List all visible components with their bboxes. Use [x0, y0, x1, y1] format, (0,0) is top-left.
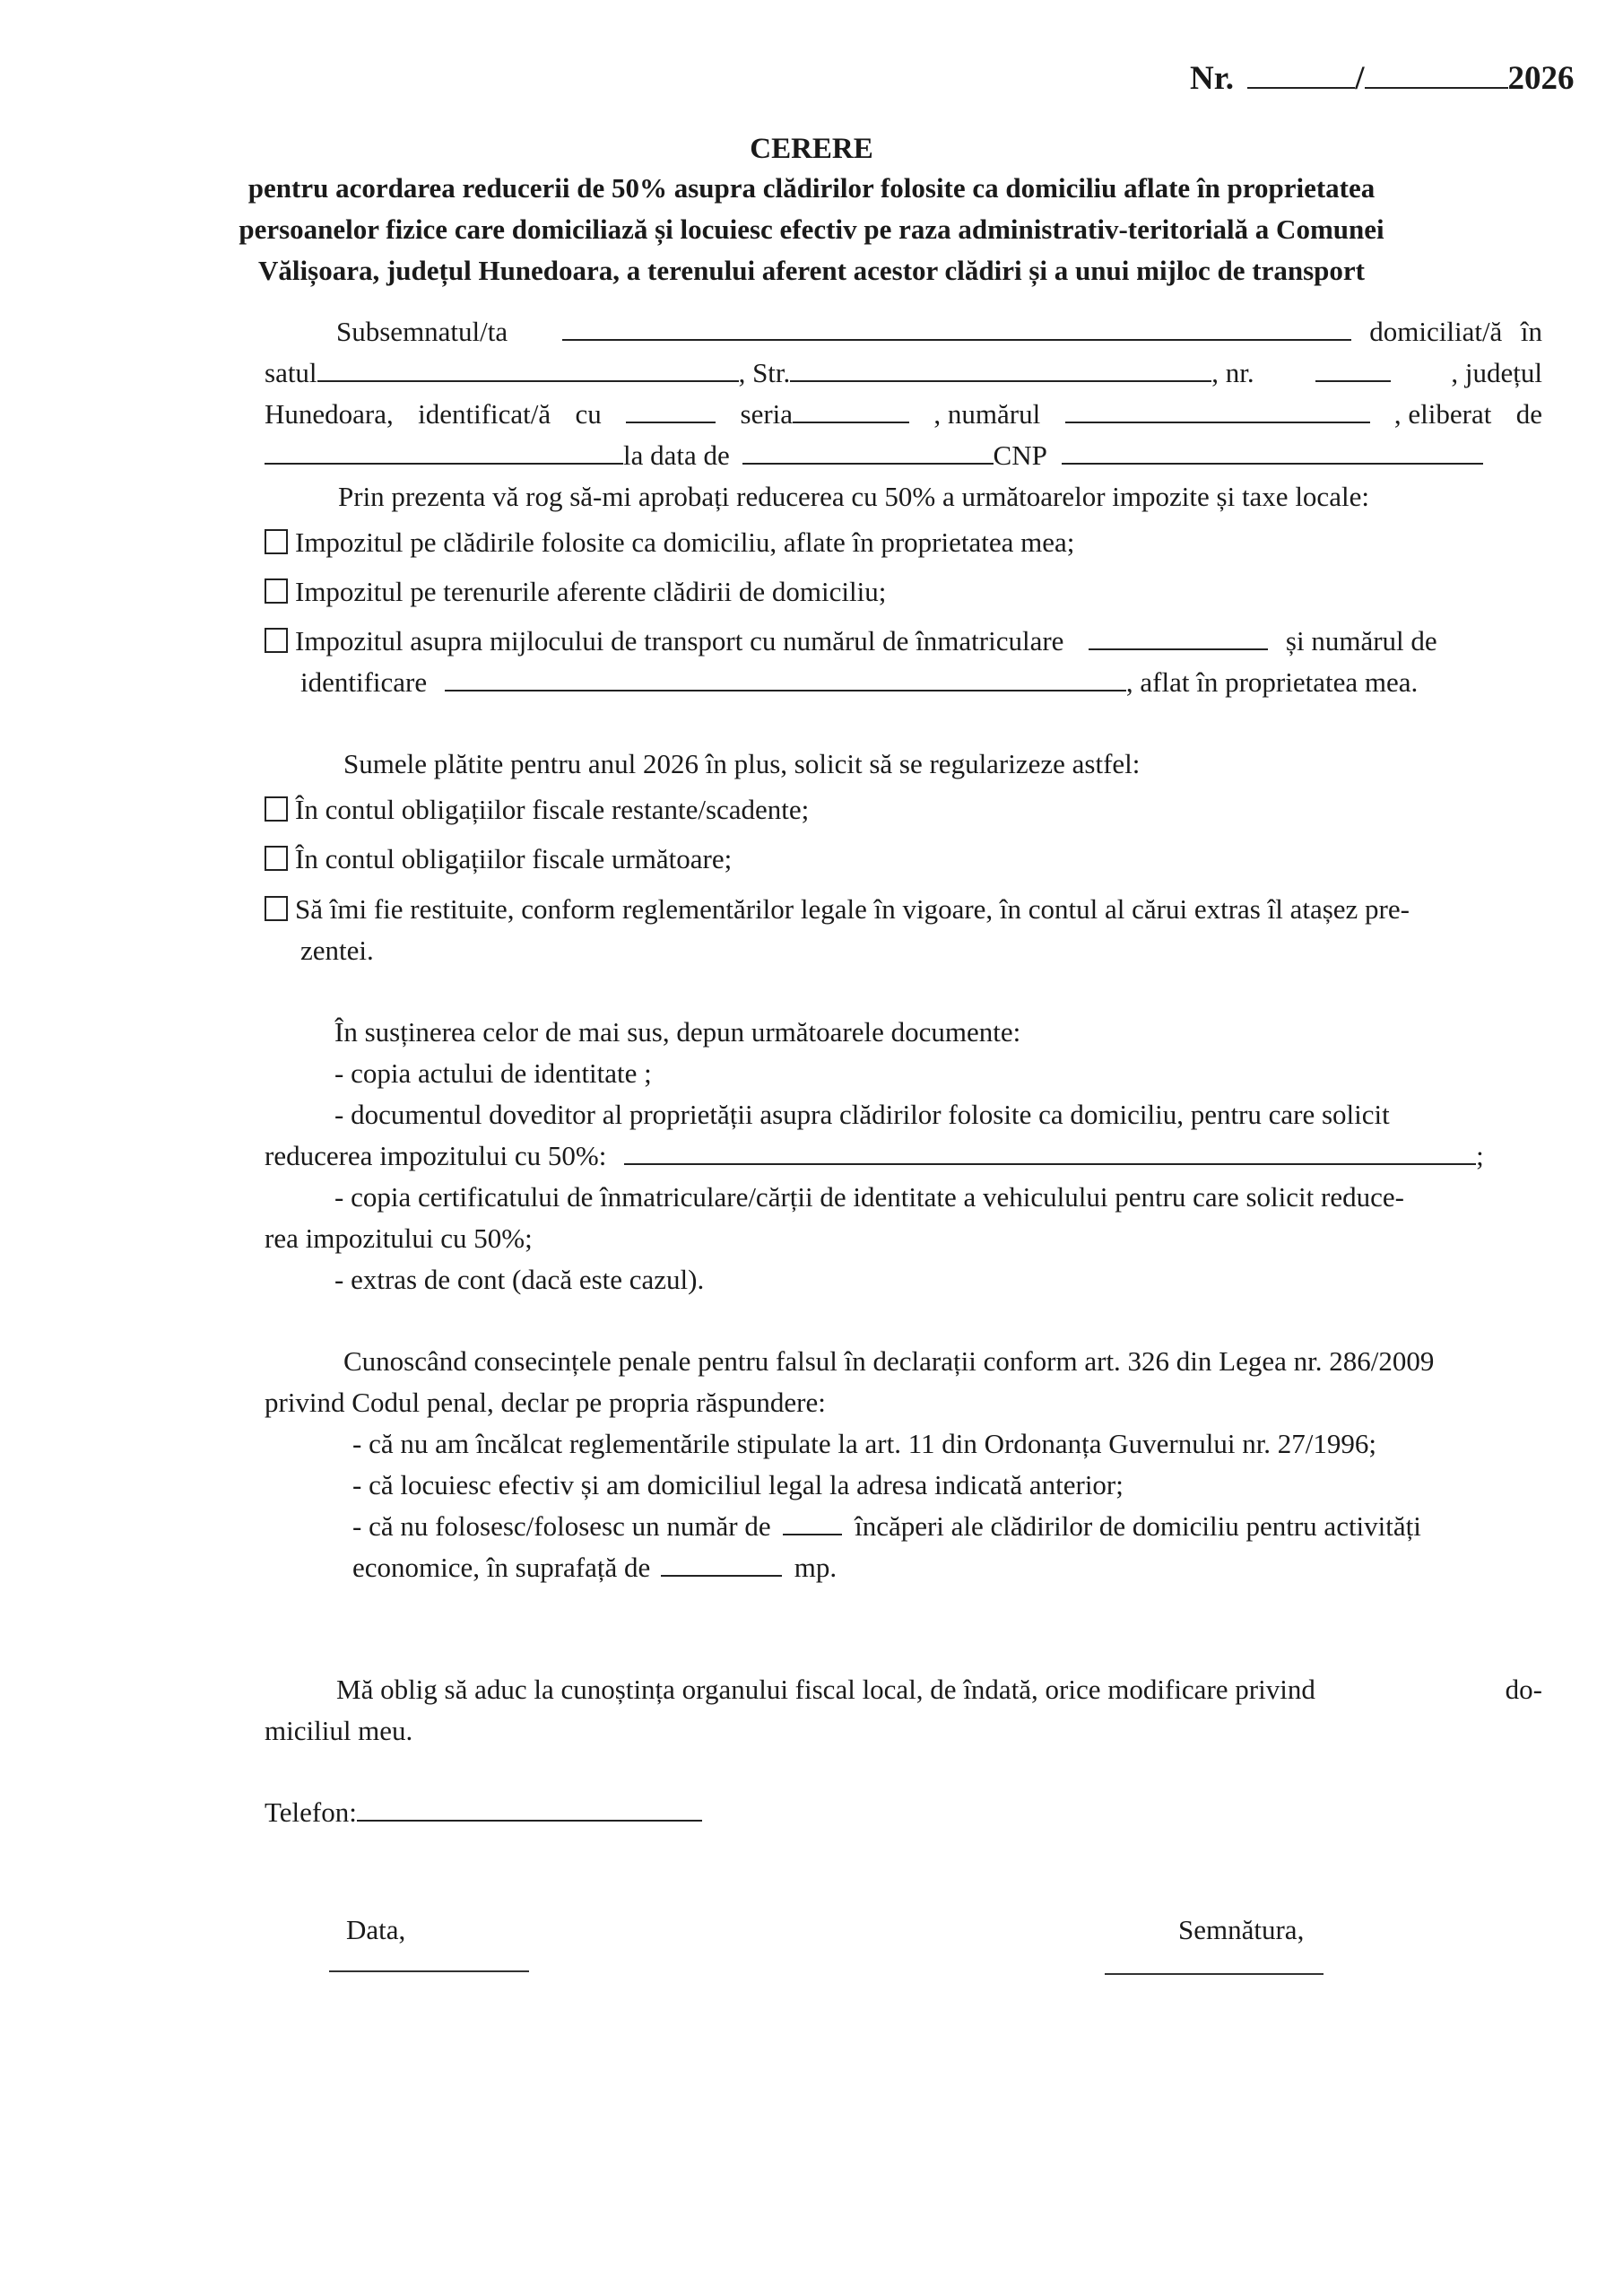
request-option-1[interactable]: [265, 526, 1542, 559]
satul-label: satul: [265, 357, 317, 388]
declaration-item-3-b: încăperi ale clădirilor de domiciliu pentru activități: [855, 1510, 1421, 1542]
refund-option-1[interactable]: [265, 794, 1542, 826]
declaration-line-2: privind Codul penal, declar pe propria răspundere:: [265, 1387, 826, 1418]
checkbox-vehicle-tax[interactable]: [265, 628, 288, 653]
nr-field[interactable]: [1247, 86, 1355, 89]
id-series-field[interactable]: [793, 421, 909, 423]
obligation-line-1: [265, 1674, 1542, 1706]
declaration-item-3-d: mp.: [794, 1552, 838, 1583]
refund-option-3-continuation: zentei.: [300, 935, 374, 966]
documents-item-2-end: ;: [1476, 1140, 1484, 1171]
semnatura-label: Semnătura,: [1178, 1914, 1305, 1945]
refund-option-3[interactable]: [265, 893, 1542, 926]
nr-separator: /: [1355, 60, 1365, 97]
vehicle-id-field[interactable]: [445, 689, 1126, 691]
document-subtitle-line-2: persoanelor fizice care domiciliază și locuiesc efectiv pe raza administrativ-teritorială a Comunei: [239, 213, 1384, 245]
subsemnatul-label: Subsemnatul/ta: [336, 316, 508, 347]
nr-label: Nr.: [1190, 60, 1234, 97]
id-type-field[interactable]: [626, 421, 716, 423]
declaration-item-3-line-1: [265, 1510, 1623, 1543]
documents-item-2-label: reducerea impozitului cu 50%:: [265, 1140, 607, 1171]
village-field[interactable]: [317, 379, 739, 382]
telefon-row: [265, 1796, 1542, 1829]
de-label: de: [1515, 398, 1542, 430]
obligation-line-2: miciliul meu.: [265, 1715, 413, 1746]
declaration-item-2: - că locuiesc efectiv și am domiciliul legal la adresa indicată anterior;: [352, 1469, 1124, 1500]
cnp-label: CNP: [993, 439, 1046, 471]
document-title: CERERE: [750, 133, 873, 165]
checkbox-future-obligations[interactable]: [265, 846, 288, 871]
document-subtitle-line-3: Vălișoara, județul Hunedoara, a terenului aferent acestor clădiri și a unui mijloc de transport: [258, 255, 1365, 286]
obligation-text: Mă oblig să aduc la cunoștința organului fiscal local, de îndată, orice modificare privind: [336, 1674, 1315, 1705]
declaration-item-1: - că nu am încălcat reglementările stipulate la art. 11 din Ordonanța Guvernului nr. 27/1996;: [352, 1428, 1377, 1459]
seria-label: seria: [740, 398, 794, 430]
request-option-2-label: Impozitul pe terenurile aferente clădirii de domiciliu;: [295, 576, 887, 607]
declaration-item-3-line-2: [265, 1552, 1623, 1584]
documents-item-1: - copia actului de identitate ;: [334, 1057, 652, 1089]
str-label: , Str.: [738, 357, 791, 388]
signature-line[interactable]: [1105, 1973, 1324, 1975]
declaration-line-1: Cunoscând consecințele penale pentru falsul în declarații conform art. 326 din Legea nr. 286/2009: [343, 1345, 1435, 1377]
documents-item-2-line-2: [265, 1140, 1542, 1172]
nr-year: 2026: [1507, 60, 1575, 97]
la-data-de-label: la data de: [623, 439, 730, 471]
documents-item-2-line-1: - documentul doveditor al proprietății asupra clădirilor folosite ca domiciliu, pentru care solicit: [334, 1099, 1390, 1130]
issue-date-field[interactable]: [742, 462, 994, 465]
request-option-2[interactable]: [265, 576, 1542, 608]
rooms-count-field[interactable]: [783, 1533, 842, 1535]
refund-option-1-label: În contul obligațiilor fiscale restante/scadente;: [295, 794, 810, 825]
documents-item-4: - extras de cont (dacă este cazul).: [334, 1264, 705, 1295]
refund-option-3-label: Să îmi fie restituite, conform reglementărilor legale în vigoare, în contul al cărui extras îl atașez pre-: [295, 893, 1410, 925]
identificare-label: identificare: [300, 666, 428, 698]
property-document-field[interactable]: [624, 1162, 1476, 1165]
surface-area-field[interactable]: [661, 1574, 782, 1577]
house-number-field[interactable]: [1315, 379, 1391, 382]
hunedoara-label: Hunedoara,: [265, 398, 394, 430]
refund-intro: Sumele plătite pentru anul 2026 în plus, solicit să se regularizeze astfel:: [343, 748, 1141, 779]
request-option-3-continuation: [265, 666, 1578, 699]
identity-line-1: [265, 316, 1542, 348]
domiciliat-label: domiciliat/ă: [1369, 316, 1503, 347]
registration-number: [1190, 59, 1575, 98]
telefon-field[interactable]: [357, 1819, 702, 1822]
in-label: în: [1520, 316, 1542, 347]
nr-label-address: , nr.: [1211, 357, 1254, 388]
identity-line-4: [265, 439, 1542, 472]
document-subtitle-line-1: pentru acordarea reducerii de 50% asupra clădirilor folosite ca domiciliu aflate în proprietatea: [247, 172, 1376, 204]
eliberat-label: , eliberat: [1393, 398, 1492, 430]
request-option-3-label: Impozitul asupra mijlocului de transport cu numărul de înmatriculare: [295, 625, 1064, 657]
nr-date-field[interactable]: [1365, 86, 1508, 89]
checkbox-refund[interactable]: [265, 896, 288, 921]
cnp-field[interactable]: [1062, 462, 1483, 465]
request-option-3[interactable]: [265, 625, 1542, 657]
request-intro: Prin prezenta vă rog să-mi aprobați reducerea cu 50% a următoarelor impozite și taxe locale:: [338, 481, 1369, 512]
declaration-item-3-c: economice, în suprafață de: [352, 1552, 651, 1583]
obligation-end: do-: [1505, 1674, 1542, 1705]
refund-option-2[interactable]: [265, 843, 1542, 875]
identificat-label: identificat/ă: [418, 398, 551, 430]
issued-by-field[interactable]: [265, 462, 623, 465]
refund-option-2-label: În contul obligațiilor fiscale următoare;: [295, 843, 733, 874]
registration-number-field[interactable]: [1089, 648, 1268, 650]
judetul-label: , județul: [1451, 357, 1542, 388]
identity-line-2: [265, 357, 1542, 389]
documents-item-3-line-1: - copia certificatului de înmatriculare/cărții de identitate a vehiculului pentru care solicit reduce-: [334, 1181, 1404, 1213]
id-number-field[interactable]: [1065, 421, 1370, 423]
name-field[interactable]: [562, 338, 1351, 341]
request-option-1-label: Impozitul pe clădirile folosite ca domiciliu, aflate în proprietatea mea;: [295, 526, 1075, 558]
date-signature-line[interactable]: [329, 1970, 529, 1972]
checkbox-building-tax[interactable]: [265, 529, 288, 554]
documents-intro: În susținerea celor de mai sus, depun următoarele documente:: [334, 1016, 1021, 1048]
street-field[interactable]: [790, 379, 1211, 382]
declaration-item-3-a: - că nu folosesc/folosesc un număr de: [352, 1510, 771, 1542]
identity-line-3: [265, 398, 1542, 430]
numarul-label: , numărul: [933, 398, 1041, 430]
checkbox-land-tax[interactable]: [265, 578, 288, 604]
request-option-3-end: , aflat în proprietatea mea.: [1125, 666, 1419, 698]
request-option-3-mid: și numărul de: [1285, 625, 1437, 657]
checkbox-outstanding-obligations[interactable]: [265, 796, 288, 822]
data-label: Data,: [346, 1914, 406, 1945]
cu-label: cu: [575, 398, 602, 430]
documents-item-3-line-2: rea impozitului cu 50%;: [265, 1222, 533, 1254]
telefon-label: Telefon:: [265, 1796, 357, 1828]
